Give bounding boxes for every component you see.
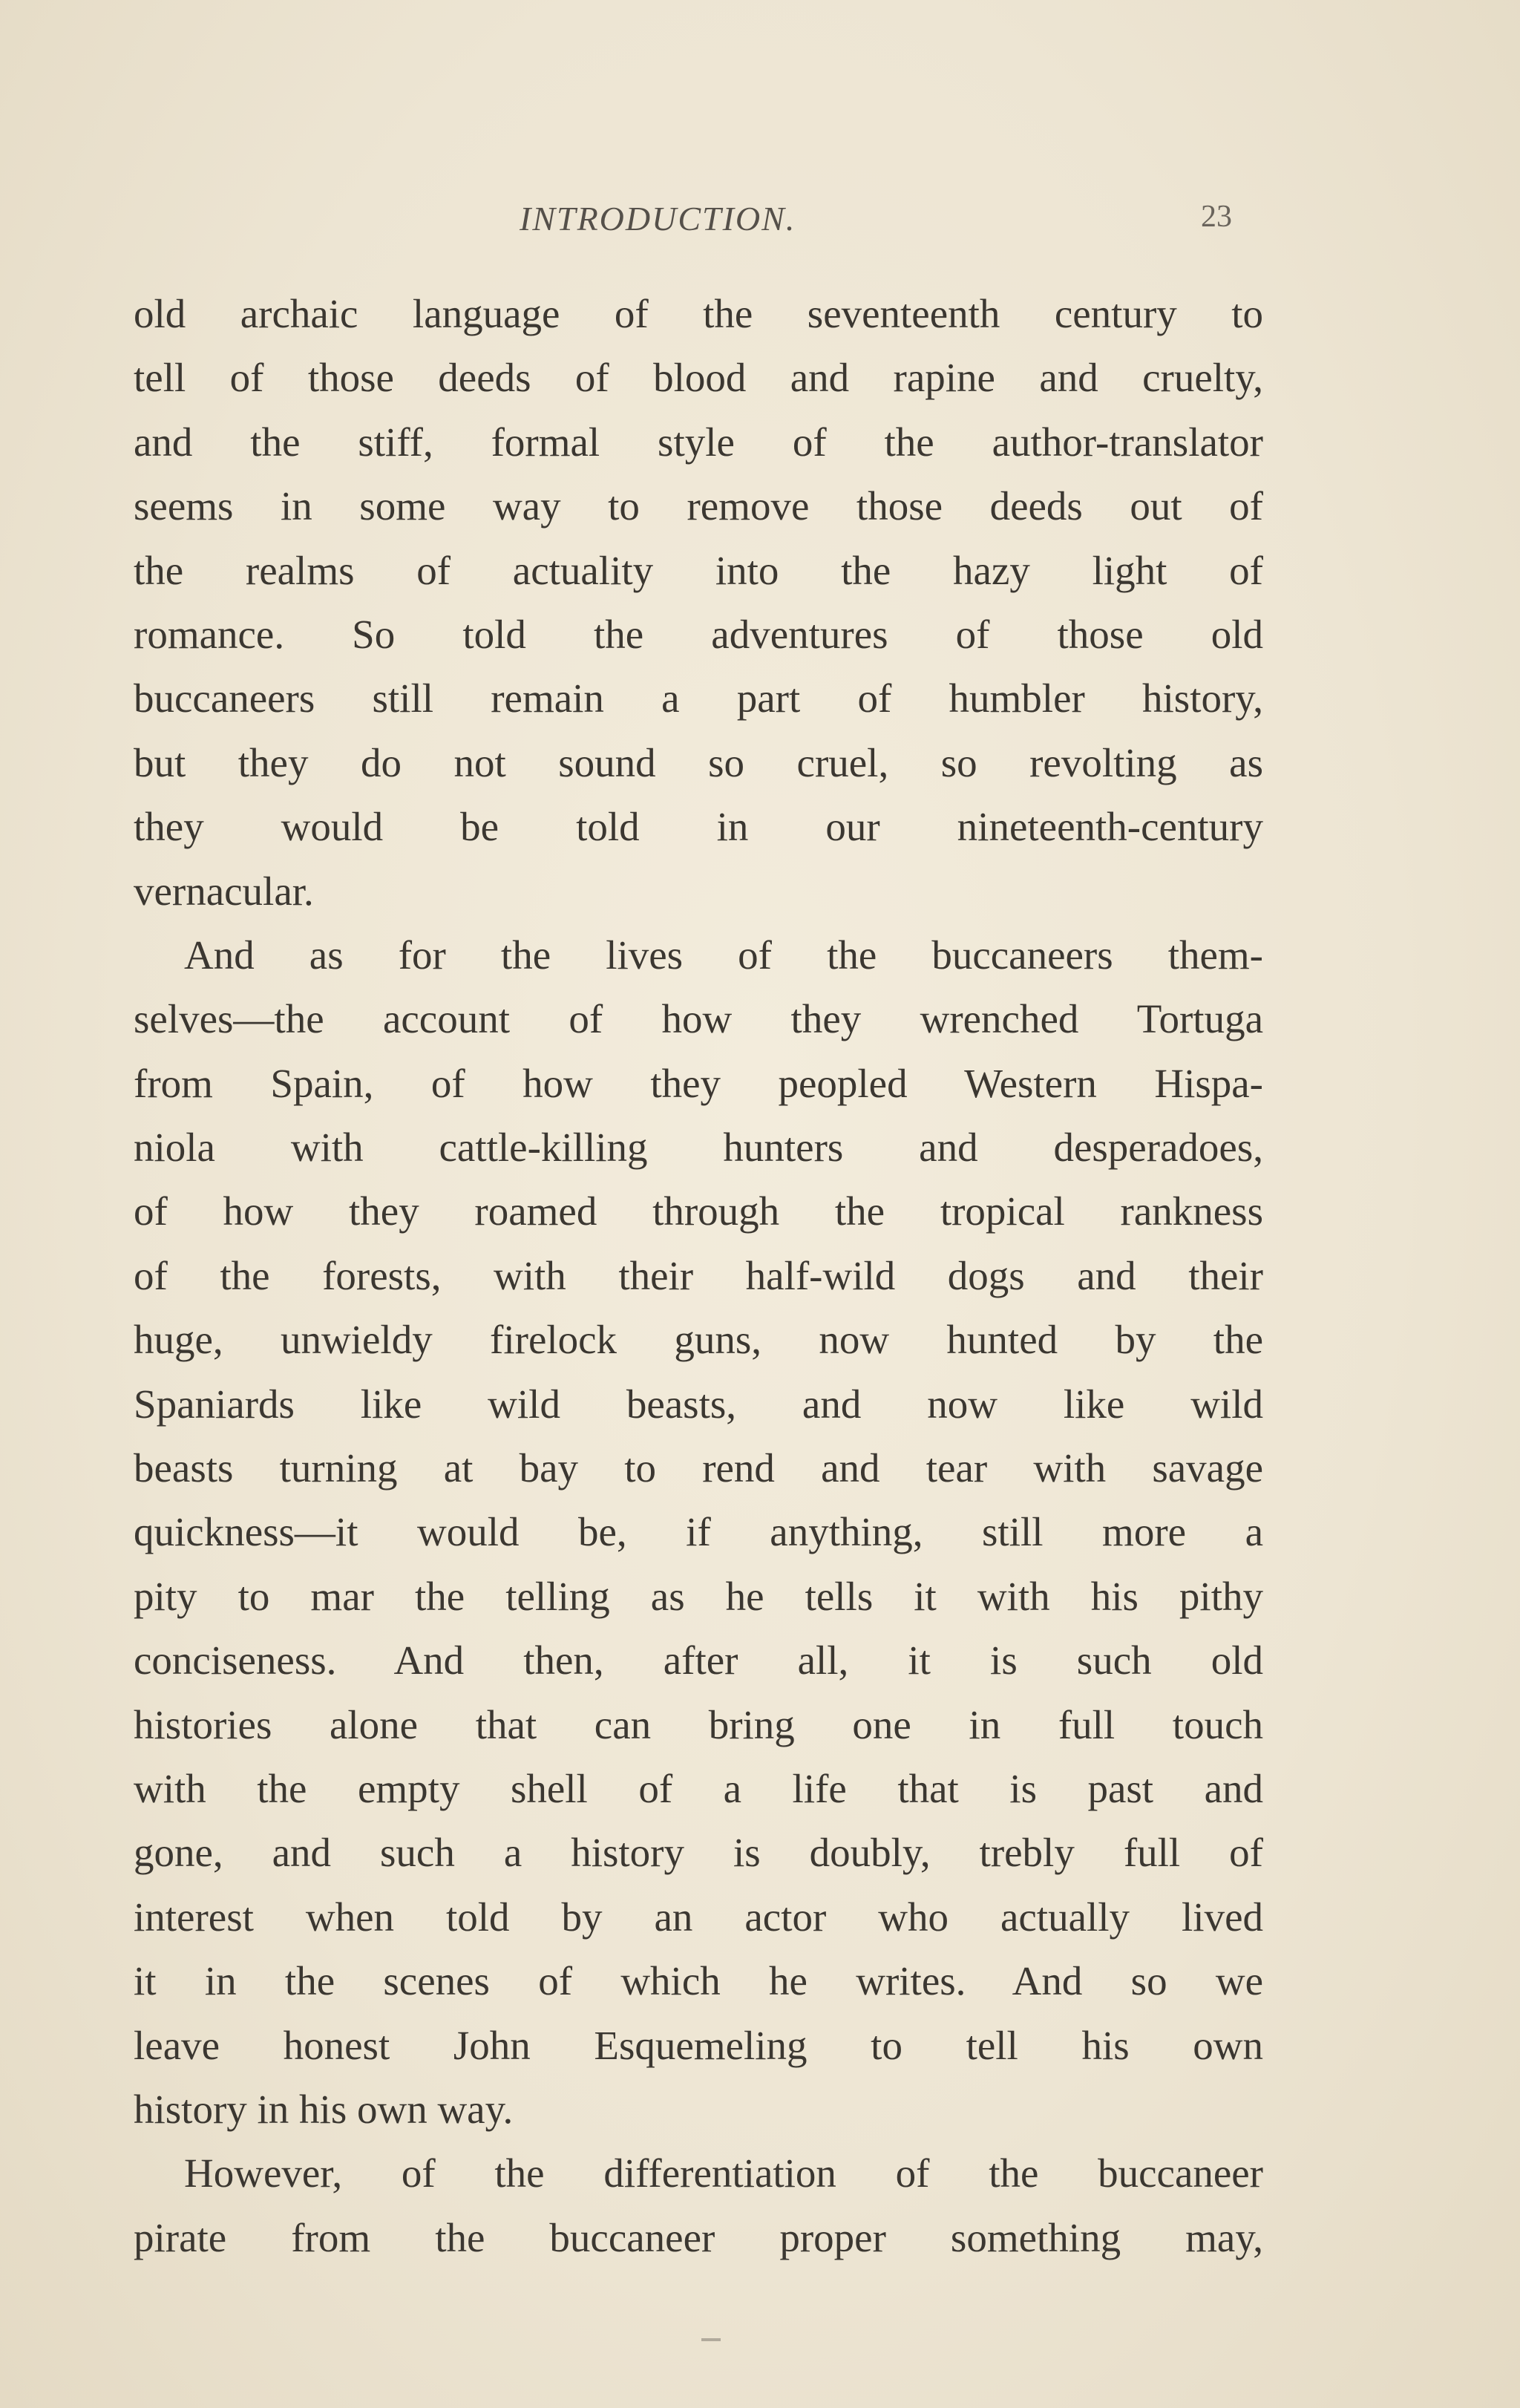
text-line: However, of the differentiation of the buccaneer (184, 2150, 1263, 2196)
text-line: selves—the account of how they wrenched Tortuga (134, 996, 1263, 1042)
text-line: gone, and such a history is doubly, trebly full of (134, 1830, 1263, 1876)
running-title: INTRODUCTION. (520, 200, 796, 238)
text-line: buccaneers still remain a part of humbler history, (134, 675, 1263, 722)
text-line: tell of those deeds of blood and rapine and cruelty, (134, 355, 1263, 401)
text-line: they would be told in our nineteenth-century (134, 804, 1263, 850)
text-line: seems in some way to remove those deeds out of (134, 483, 1263, 529)
text-line: of how they roamed through the tropical rankness (134, 1188, 1263, 1234)
text-line: romance. So told the adventures of those old (134, 611, 1263, 657)
text-line: quickness—it would be, if anything, still more a (134, 1509, 1263, 1555)
text-line: and the stiff, formal style of the author-translator (134, 419, 1263, 465)
text-line: vernacular. (134, 868, 314, 914)
text-line: but they do not sound so cruel, so revolting as (134, 739, 1263, 785)
text-line: it in the scenes of which he writes. And so we (134, 1958, 1263, 2004)
text-line: of the forests, with their half-wild dogs and their (134, 1252, 1263, 1298)
text-line: And as for the lives of the buccaneers them- (184, 932, 1263, 978)
text-line: old archaic language of the seventeenth century to (134, 291, 1263, 336)
body-text (134, 282, 1263, 2270)
text-line: histories alone that can bring one in full touch (134, 1701, 1263, 1747)
text-line: interest when told by an actor who actually lived (134, 1894, 1263, 1940)
text-line: beasts turning at bay to rend and tear with savage (134, 1445, 1263, 1491)
footer-mark (701, 2338, 721, 2341)
text-line: the realms of actuality into the hazy light of (134, 547, 1263, 593)
page-number: 23 (1201, 200, 1232, 234)
text-line: Spaniards like wild beasts, and now like wild (134, 1381, 1263, 1427)
text-line: niola with cattle-killing hunters and desperadoes, (134, 1125, 1263, 1171)
text-line: pity to mar the telling as he tells it with his pithy (134, 1573, 1263, 1619)
text-line: with the empty shell of a life that is past and (134, 1765, 1263, 1811)
text-line: conciseness. And then, after all, it is such old (134, 1637, 1263, 1684)
text-line: pirate from the buccaneer proper something may, (134, 2214, 1263, 2260)
text-line: leave honest John Esquemeling to tell his own (134, 2022, 1263, 2068)
text-line: from Spain, of how they peopled Western Hispa- (134, 1060, 1263, 1106)
running-head (0, 199, 1520, 251)
text-line: history in his own way. (134, 2086, 514, 2132)
text-line: huge, unwieldy firelock guns, now hunted by the (134, 1317, 1263, 1363)
